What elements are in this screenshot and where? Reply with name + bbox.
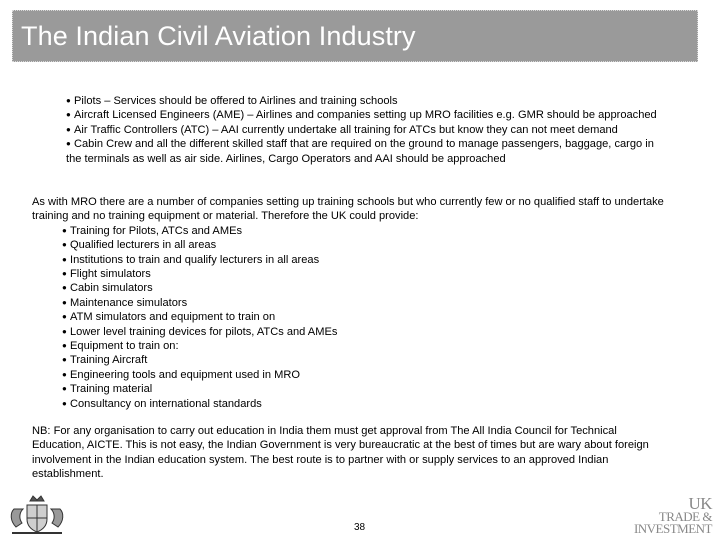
list-item: ● Institutions to train and qualify lecturers in all areas — [62, 253, 320, 266]
bullet-icon: ● — [62, 398, 67, 408]
list-item: ● Lower level training devices for pilots, ATCs and AMEs — [62, 325, 338, 338]
list-item: ● Pilots – Services should be offered to Airlines and training schools — [66, 95, 398, 107]
list-item: ● Consultancy on international standards — [62, 397, 262, 410]
list-item: ● Cabin Crew and all the different skilled staff that are required on the ground to manage passengers, baggage, cargo in the terminals as well as air side. Airlines, Cargo Operators and AAI should be approached — [66, 138, 654, 165]
bullet-icon: ● — [62, 326, 67, 336]
title-bar — [12, 10, 698, 62]
mro-section — [32, 195, 672, 411]
list-item: ● Training material — [62, 383, 153, 396]
bullet-icon: ● — [62, 312, 67, 322]
bullet-icon: ● — [62, 341, 67, 351]
list-item: ● Equipment to train on: — [62, 340, 179, 353]
list-item: ● Cabin simulators — [62, 282, 153, 295]
list-item: ● Aircraft Licensed Engineers (AME) – Airlines and companies setting up MRO facilities e.g. GMR should be approached — [66, 109, 657, 122]
intro-bullets — [66, 94, 666, 166]
list-item: ● ATM simulators and equipment to train on — [62, 311, 276, 324]
bullet-icon: ● — [62, 254, 67, 264]
page-number: 38 — [354, 522, 366, 533]
uk-trade-investment-logo: UK TRADE & INVESTMENT — [633, 494, 712, 536]
list-item: ● Qualified lecturers in all areas — [62, 239, 217, 252]
bullet-icon: ● — [62, 240, 67, 250]
list-item: ● Air Traffic Controllers (ATC) – AAI currently undertake all training for ATCs but know they can not meet demand — [66, 123, 618, 136]
royal-coat-of-arms-icon — [6, 491, 68, 540]
list-item: ● Training Aircraft — [62, 354, 148, 367]
bullet-icon: ● — [66, 124, 71, 134]
bullet-icon: ● — [62, 297, 67, 307]
nb-paragraph: NB: For any organisation to carry out education in India them must get approval from The All India Council for Technical Education, AICTE. This is not easy, the Indian Government is very bureaucratic at the best of times but are wary about foreign involvement in the Indian education system. The best route is to partner with or supply services to an approved Indian establishment. — [32, 425, 649, 481]
bullet-icon: ● — [62, 269, 67, 279]
bullet-icon: ● — [62, 384, 67, 394]
list-item: ● Training for Pilots, ATCs and AMEs — [62, 224, 243, 237]
bullet-icon: ● — [62, 283, 67, 293]
mro-paragraph: As with MRO there are a number of companies setting up training schools but who currently few or no qualified staff to undertake training and no training equipment or material. Therefore the UK could provide: — [32, 196, 664, 223]
bullet-icon: ● — [66, 139, 71, 149]
list-item: ● Engineering tools and equipment used in MRO — [62, 368, 301, 381]
bullet-icon: ● — [62, 225, 67, 235]
bullet-icon: ● — [62, 369, 67, 379]
list-item: ● Maintenance simulators — [62, 296, 188, 309]
provide-list — [62, 224, 672, 411]
bullet-icon: ● — [66, 110, 71, 120]
bullet-icon: ● — [66, 96, 71, 105]
page-title: The Indian Civil Aviation Industry — [21, 21, 416, 51]
bullet-icon: ● — [62, 355, 67, 365]
list-item: ● Flight simulators — [62, 268, 151, 281]
